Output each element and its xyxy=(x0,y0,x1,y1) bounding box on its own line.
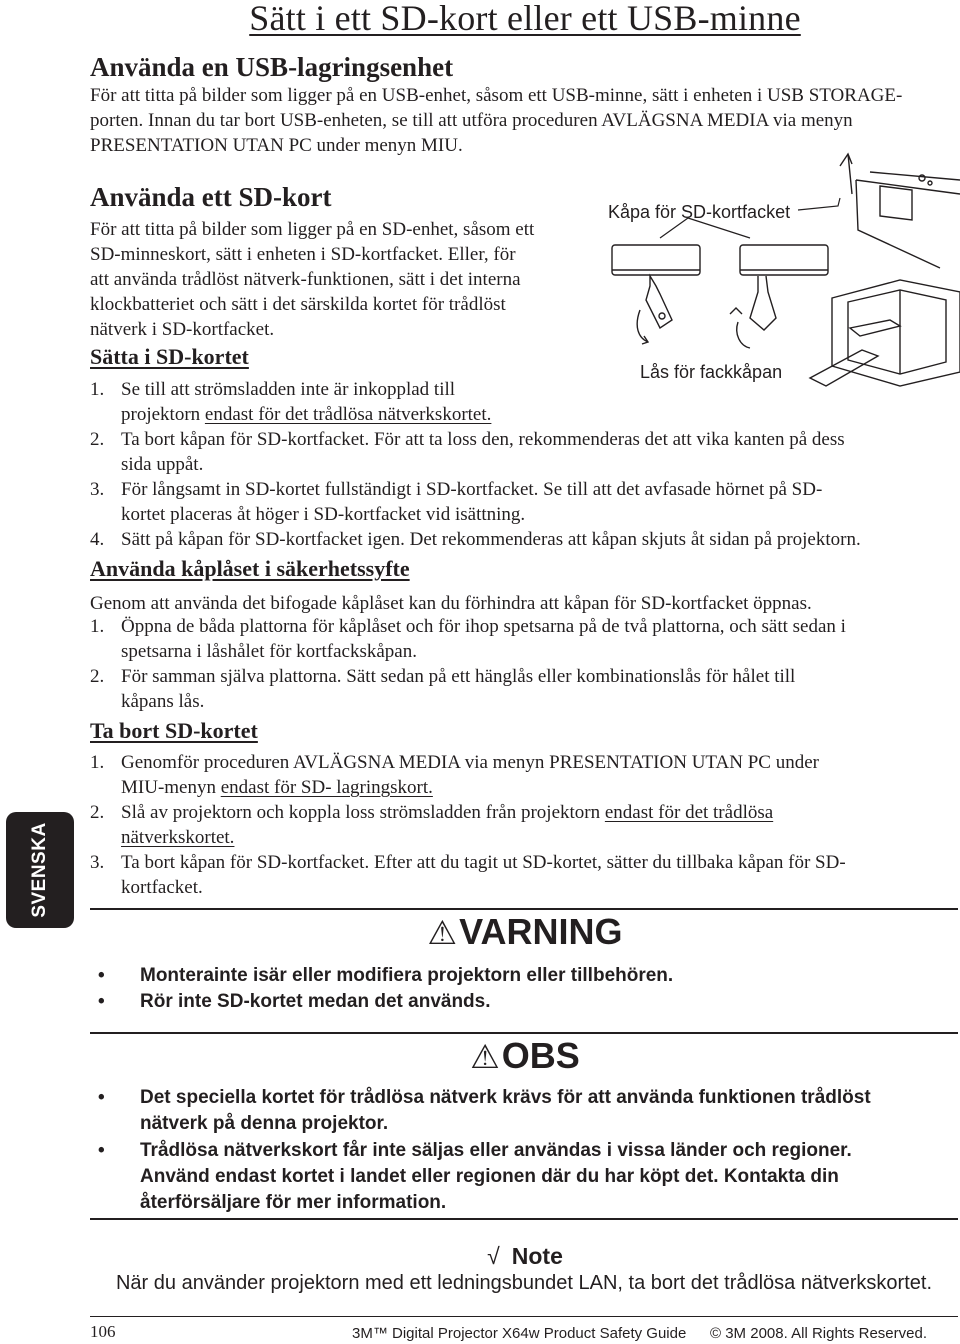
step-underlined-text: endast för det trådlösa xyxy=(604,802,774,823)
obs-title-text: OBS xyxy=(501,1035,580,1076)
obs-line: Det speciella kortet för trådlösa nätverk krävs för att använda funktionen trådlöst xyxy=(140,1087,871,1108)
footer-rule xyxy=(90,1316,958,1317)
step-number: 1. xyxy=(90,616,105,637)
step-line: Ta bort kåpan för SD-kortfacket. För att ta loss den, rekommenderas det att vika kanten på dess xyxy=(121,429,845,450)
obs-list xyxy=(90,1085,950,1216)
insert-section-heading: Sätta i SD-kortet xyxy=(90,344,249,369)
list-item xyxy=(90,527,960,552)
list-item xyxy=(90,427,960,477)
product-name: 3M™ Digital Projector X64w Product Safety Guide xyxy=(352,1325,687,1342)
bullet-icon: • xyxy=(98,1140,105,1161)
language-label: SVENSKA xyxy=(29,822,50,918)
label-sd-cover: Kåpa för SD-kortfacket xyxy=(608,202,791,222)
warning-title-text: VARNING xyxy=(459,911,623,952)
step-line: Ta bort kåpan för SD-kortfacket. Efter att du tagit ut SD-kortet, sätter du tillbaka kåpan för SD- xyxy=(121,852,846,873)
warning-triangle-icon: ⚠ xyxy=(470,1038,500,1075)
obs-title xyxy=(90,1036,960,1077)
lock-section-heading: Använda kåplåset i säkerhetssyfte xyxy=(90,556,410,581)
step-line: Genomför proceduren AVLÄGSNA MEDIA via menyn PRESENTATION UTAN PC under xyxy=(121,752,819,773)
step-text: Slå av projektorn och koppla loss strömsladden från projektorn xyxy=(121,802,605,823)
step-text: MIU-menyn xyxy=(121,777,221,798)
insert-steps xyxy=(90,377,960,552)
step-number: 1. xyxy=(90,379,105,400)
warning-list xyxy=(90,963,950,1015)
list-item xyxy=(90,989,950,1015)
step-number: 2. xyxy=(90,666,105,687)
obs-line: Trådlösa nätverkskort får inte säljas eller användas i vissa länder och regioner. xyxy=(140,1140,852,1161)
sd-line: För att titta på bilder som ligger på en SD-enhet, såsom ett xyxy=(90,219,535,240)
lock-intro: Genom att använda det bifogade kåplåset kan du förhindra att kåpan för SD-kortfacket öppnas. xyxy=(90,593,812,614)
step-line: Se till att strömsladden inte är inkopplad till xyxy=(121,379,456,400)
sd-line: klockbatteriet och sätt i det särskilda kortet för trådlöst xyxy=(90,294,506,315)
step-number: 2. xyxy=(90,429,105,450)
label-cover-lock: Lås för fackkåpan xyxy=(640,362,783,382)
obs-line: återförsäljare för mer information. xyxy=(140,1192,447,1213)
step-line xyxy=(121,775,960,800)
step-underlined-text: nätverkskortet. xyxy=(121,827,235,848)
list-item xyxy=(90,1138,950,1216)
list-item xyxy=(90,750,960,800)
step-line: För samman själva plattorna. Sätt sedan på ett hänglås eller kombinationslås för hålet till xyxy=(121,666,796,687)
step-line: spetsarna i låshålet för kortfackskåpan. xyxy=(121,641,417,662)
list-item xyxy=(90,1085,950,1137)
note-title xyxy=(90,1243,960,1270)
language-side-tab xyxy=(6,812,74,928)
step-line: kortet placeras åt höger i SD-kortfacket vid isättning. xyxy=(121,504,526,525)
page-number: 106 xyxy=(90,1322,116,1341)
sd-line: SD-minneskort, sätt i enheten i SD-kortfacket. Eller, för xyxy=(90,244,516,265)
note-title-text: Note xyxy=(511,1243,563,1269)
sd-line: nätverk i SD-kortfacket. xyxy=(90,319,275,340)
remove-steps xyxy=(90,750,960,900)
page-title: Sätt i ett SD-kort eller ett USB-minne xyxy=(249,0,801,38)
usb-section-heading: Använda en USB-lagringsenhet xyxy=(90,52,454,82)
step-number: 3. xyxy=(90,852,105,873)
step-number: 4. xyxy=(90,529,105,550)
warning-title xyxy=(90,912,960,953)
step-line: sida uppåt. xyxy=(121,454,204,475)
step-number: 3. xyxy=(90,479,105,500)
list-item xyxy=(90,664,960,714)
note-text: När du använder projektorn med ett ledningsbundet LAN, ta bort det trådlösa nätverkskortet. xyxy=(115,1272,933,1294)
usb-line: porten. Innan du tar bort USB-enheten, se till att utföra proceduren AVLÄGSNA MEDIA via menyn xyxy=(90,110,853,131)
remove-section-heading: Ta bort SD-kortet xyxy=(90,718,258,743)
copyright: © 3M 2008. All Rights Reserved. xyxy=(710,1325,927,1342)
bullet-icon: • xyxy=(98,965,105,986)
lock-steps xyxy=(90,614,960,714)
list-item xyxy=(90,477,960,527)
obs-line: nätverk på denna projektor. xyxy=(140,1113,389,1134)
step-line xyxy=(121,800,960,825)
obs-line: Använd endast kortet i landet eller regionen där du har köpt det. Kontakta din xyxy=(140,1166,839,1187)
checkmark-icon: √ xyxy=(487,1243,500,1269)
warning-text: Rör inte SD-kortet medan det används. xyxy=(140,991,491,1012)
bullet-icon: • xyxy=(98,991,105,1012)
sd-line: att använda trådlöst nätverk-funktionen, sätt i det interna xyxy=(90,269,521,290)
step-line: kortfacket. xyxy=(121,877,203,898)
warning-triangle-icon: ⚠ xyxy=(427,914,458,951)
step-line: Sätt på kåpan för SD-kortfacket igen. Det rekommenderas att kåpan skjuts åt sidan på projektorn. xyxy=(121,529,861,550)
bullet-icon: • xyxy=(98,1087,105,1108)
step-text: projektorn xyxy=(121,404,205,425)
list-item xyxy=(90,963,950,989)
sd-slot-diagram xyxy=(600,150,960,390)
step-line xyxy=(121,825,960,850)
sd-section-text xyxy=(90,217,580,342)
step-number: 1. xyxy=(90,752,105,773)
warning-text: Monterainte isär eller modifiera projektorn eller tillbehören. xyxy=(140,965,674,986)
list-item xyxy=(90,850,960,900)
sd-slot-illustration xyxy=(600,150,960,390)
usb-section-text xyxy=(90,83,952,158)
obs-box-bottom-rule xyxy=(90,1218,958,1221)
usb-line: För att titta på bilder som ligger på en USB-enhet, såsom ett USB-minne, sätt i enheten i USB STORAGE- xyxy=(90,85,903,106)
list-item xyxy=(90,614,960,664)
step-line: För långsamt in SD-kortet fullständigt i SD-kortfacket. Se till att det avfasade hörnet på SD- xyxy=(121,479,823,500)
step-line: kåpans lås. xyxy=(121,691,205,712)
step-underlined-text: endast för det trådlösa nätverkskortet. xyxy=(204,404,492,425)
sd-section-heading: Använda ett SD-kort xyxy=(90,182,332,212)
list-item xyxy=(90,377,960,427)
usb-line: PRESENTATION UTAN PC under menyn MIU. xyxy=(90,135,463,156)
step-underlined-text: endast för SD- lagringskort. xyxy=(220,777,433,798)
step-line: Öppna de båda plattorna för kåplåset och för ihop spetsarna på de två plattorna, och sätt sedan i xyxy=(121,616,846,637)
step-number: 2. xyxy=(90,802,105,823)
list-item xyxy=(90,800,960,850)
step-line xyxy=(121,402,960,427)
